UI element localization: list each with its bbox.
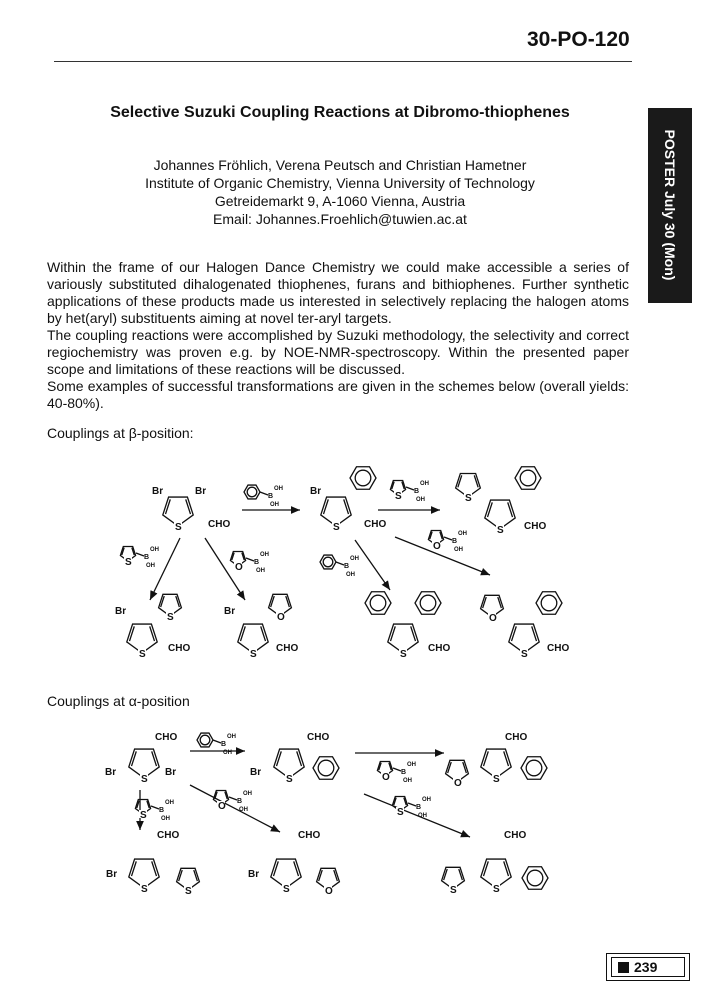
bond-line	[484, 751, 489, 766]
atom-label: O	[433, 541, 441, 552]
bond-line	[484, 861, 489, 876]
atom-label: OH	[165, 800, 174, 806]
aromatic-circle	[370, 595, 386, 611]
bond-line	[132, 861, 137, 876]
atom-label: S	[125, 557, 132, 568]
bond-line	[297, 751, 302, 766]
bond-line	[508, 502, 513, 517]
atom-label: B	[221, 741, 227, 748]
atom-label: S	[400, 649, 407, 660]
bond-line	[406, 487, 414, 490]
bond-line	[504, 861, 509, 876]
author-institute: Institute of Organic Chemistry, Vienna University of Technology	[145, 175, 535, 191]
bond-line	[152, 751, 157, 766]
atom-label: B	[159, 807, 165, 814]
bond-line	[150, 626, 155, 641]
bond-line	[512, 626, 517, 641]
atom-label: OH	[350, 556, 359, 562]
atom-label: OH	[223, 750, 232, 756]
aromatic-circle	[200, 735, 210, 745]
atom-label: CHO	[157, 830, 180, 841]
atom-label: B	[144, 554, 150, 561]
aromatic-circle	[527, 870, 543, 886]
side-tab-label: POSTER July 30 (Mon)	[662, 129, 678, 281]
atom-label: B	[452, 538, 458, 545]
atom-label: Br	[195, 486, 207, 497]
atom-label: OH	[403, 778, 412, 784]
page-number: 239	[634, 959, 658, 975]
atom-label: S	[141, 774, 148, 785]
atom-label: OH	[150, 547, 159, 553]
bond-line	[151, 806, 159, 809]
bond-line	[152, 861, 157, 876]
page-number-box	[606, 953, 690, 981]
atom-label: CHO	[208, 519, 231, 530]
atom-label: CHO	[276, 643, 299, 654]
bond-line	[336, 562, 344, 565]
aromatic-circle	[318, 760, 334, 776]
bond-line	[294, 861, 299, 876]
atom-label: S	[450, 885, 457, 896]
atom-label: OH	[418, 813, 427, 819]
atom-label: Br	[165, 767, 177, 778]
atom-label: S	[139, 649, 146, 660]
section-heading-alpha: Couplings at α-position	[47, 693, 190, 709]
atom-label: S	[283, 884, 290, 895]
atom-label: B	[268, 493, 274, 500]
atom-label: OH	[239, 807, 248, 813]
atom-label: Br	[115, 606, 127, 617]
aromatic-circle	[247, 487, 257, 497]
atom-label: OH	[416, 497, 425, 503]
atom-label: CHO	[155, 732, 178, 743]
atom-label: CHO	[524, 521, 547, 532]
atom-label: S	[493, 774, 500, 785]
bond-line	[132, 751, 137, 766]
bond-line	[324, 499, 329, 514]
atom-label: CHO	[428, 643, 451, 654]
abstract-paragraph: Within the frame of our Halogen Dance Chemistry we could make accessible a series of variously substituted dihalogenated thiophenes, furans and bithiophenes. Further synthetic applications of these products made us interested in selectively replacing the halogen atoms by het(aryl) substituents aiming at novel ter-aryl targets.	[47, 259, 629, 326]
atom-label: B	[416, 804, 422, 811]
atom-label: O	[218, 801, 226, 812]
atom-label: Br	[152, 486, 164, 497]
atom-label: OH	[458, 531, 467, 537]
bond-line	[274, 861, 279, 876]
atom-label: Br	[106, 869, 118, 880]
atom-label: B	[414, 488, 420, 495]
page-marker-icon	[618, 962, 629, 973]
atom-label: CHO	[364, 519, 387, 530]
bond-line	[260, 492, 268, 495]
atom-label: Br	[248, 869, 260, 880]
bond-line	[130, 626, 135, 641]
bond-line	[136, 553, 144, 556]
atom-label: Br	[224, 606, 236, 617]
atom-label: B	[254, 559, 260, 566]
atom-label: OH	[420, 481, 429, 487]
aromatic-circle	[323, 557, 333, 567]
atom-label: CHO	[547, 643, 570, 654]
bond-line	[488, 502, 493, 517]
bond-line	[277, 751, 282, 766]
bond-line	[166, 499, 171, 514]
aromatic-circle	[526, 760, 542, 776]
atom-label: S	[141, 884, 148, 895]
poster-title: Selective Suzuki Coupling Reactions at Dibromo-thiophenes	[110, 104, 570, 121]
atom-label: S	[140, 810, 147, 821]
atom-label: O	[489, 613, 497, 624]
author-names: Johannes Fröhlich, Verena Peutsch and Christian Hametner	[153, 157, 527, 173]
bond-line	[391, 626, 396, 641]
bond-line	[246, 558, 254, 561]
atom-label: OH	[274, 486, 283, 492]
atom-label: S	[333, 522, 340, 533]
atom-label: OH	[146, 563, 155, 569]
atom-label: CHO	[505, 732, 528, 743]
atom-label: S	[397, 807, 404, 818]
bond-line	[241, 626, 246, 641]
atom-label: OH	[454, 547, 463, 553]
atom-label: OH	[243, 791, 252, 797]
atom-label: CHO	[504, 830, 527, 841]
atom-label: S	[250, 649, 257, 660]
atom-label: S	[286, 774, 293, 785]
atom-label: B	[401, 769, 407, 776]
atom-label: S	[493, 884, 500, 895]
atom-label: Br	[310, 486, 322, 497]
bond-line	[213, 740, 221, 743]
bond-line	[229, 797, 237, 800]
abstract-paragraph: Some examples of successful transformations are given in the schemes below (overall yields: 40-80%).	[47, 378, 629, 411]
atom-label: OH	[260, 552, 269, 558]
atom-label: B	[344, 563, 350, 570]
aromatic-circle	[355, 470, 371, 486]
atom-label: OH	[161, 816, 170, 822]
atom-label: S	[395, 491, 402, 502]
atom-label: O	[454, 778, 462, 789]
bond-line	[261, 626, 266, 641]
atom-label: O	[277, 612, 285, 623]
reaction-arrow	[395, 537, 490, 575]
atom-label: OH	[256, 568, 265, 574]
bond-line	[504, 751, 509, 766]
author-email: Email: Johannes.Froehlich@tuwien.ac.at	[213, 211, 467, 227]
atom-label: B	[237, 798, 243, 805]
atom-label: OH	[407, 762, 416, 768]
atom-label: OH	[422, 797, 431, 803]
bond-line	[444, 537, 452, 540]
bond-line	[532, 626, 537, 641]
reaction-arrow	[364, 794, 470, 837]
bond-line	[393, 768, 401, 771]
bond-line	[186, 499, 191, 514]
atom-label: CHO	[307, 732, 330, 743]
atom-label: S	[521, 649, 528, 660]
atom-label: S	[497, 525, 504, 536]
bond-line	[408, 803, 416, 806]
atom-label: O	[325, 886, 333, 897]
atom-label: S	[185, 886, 192, 897]
reaction-arrow	[355, 540, 390, 590]
aromatic-circle	[520, 470, 536, 486]
atom-label: S	[465, 493, 472, 504]
bond-line	[344, 499, 349, 514]
atom-label: Br	[105, 767, 117, 778]
aromatic-circle	[420, 595, 436, 611]
poster-id: 30-PO-120	[527, 28, 630, 51]
atom-label: OH	[346, 572, 355, 578]
atom-label: Br	[250, 767, 262, 778]
atom-label: OH	[270, 502, 279, 508]
atom-label: OH	[227, 734, 236, 740]
abstract-paragraph: The coupling reactions were accomplished by Suzuki methodology, the selectivity and correct regiochemistry was proven e.g. by NOE-NMR-spectroscopy. Within the presented paper scope and limitations of these reactions will be discussed.	[47, 327, 629, 377]
atom-label: O	[235, 562, 243, 573]
atom-label: O	[382, 772, 390, 783]
atom-label: CHO	[168, 643, 191, 654]
bond-line	[411, 626, 416, 641]
section-heading-beta: Couplings at β-position:	[47, 425, 194, 441]
atom-label: S	[175, 522, 182, 533]
atom-label: CHO	[298, 830, 321, 841]
atom-label: S	[167, 612, 174, 623]
aromatic-circle	[541, 595, 557, 611]
reaction-arrow	[190, 785, 280, 832]
author-address: Getreidemarkt 9, A-1060 Vienna, Austria	[214, 193, 466, 209]
